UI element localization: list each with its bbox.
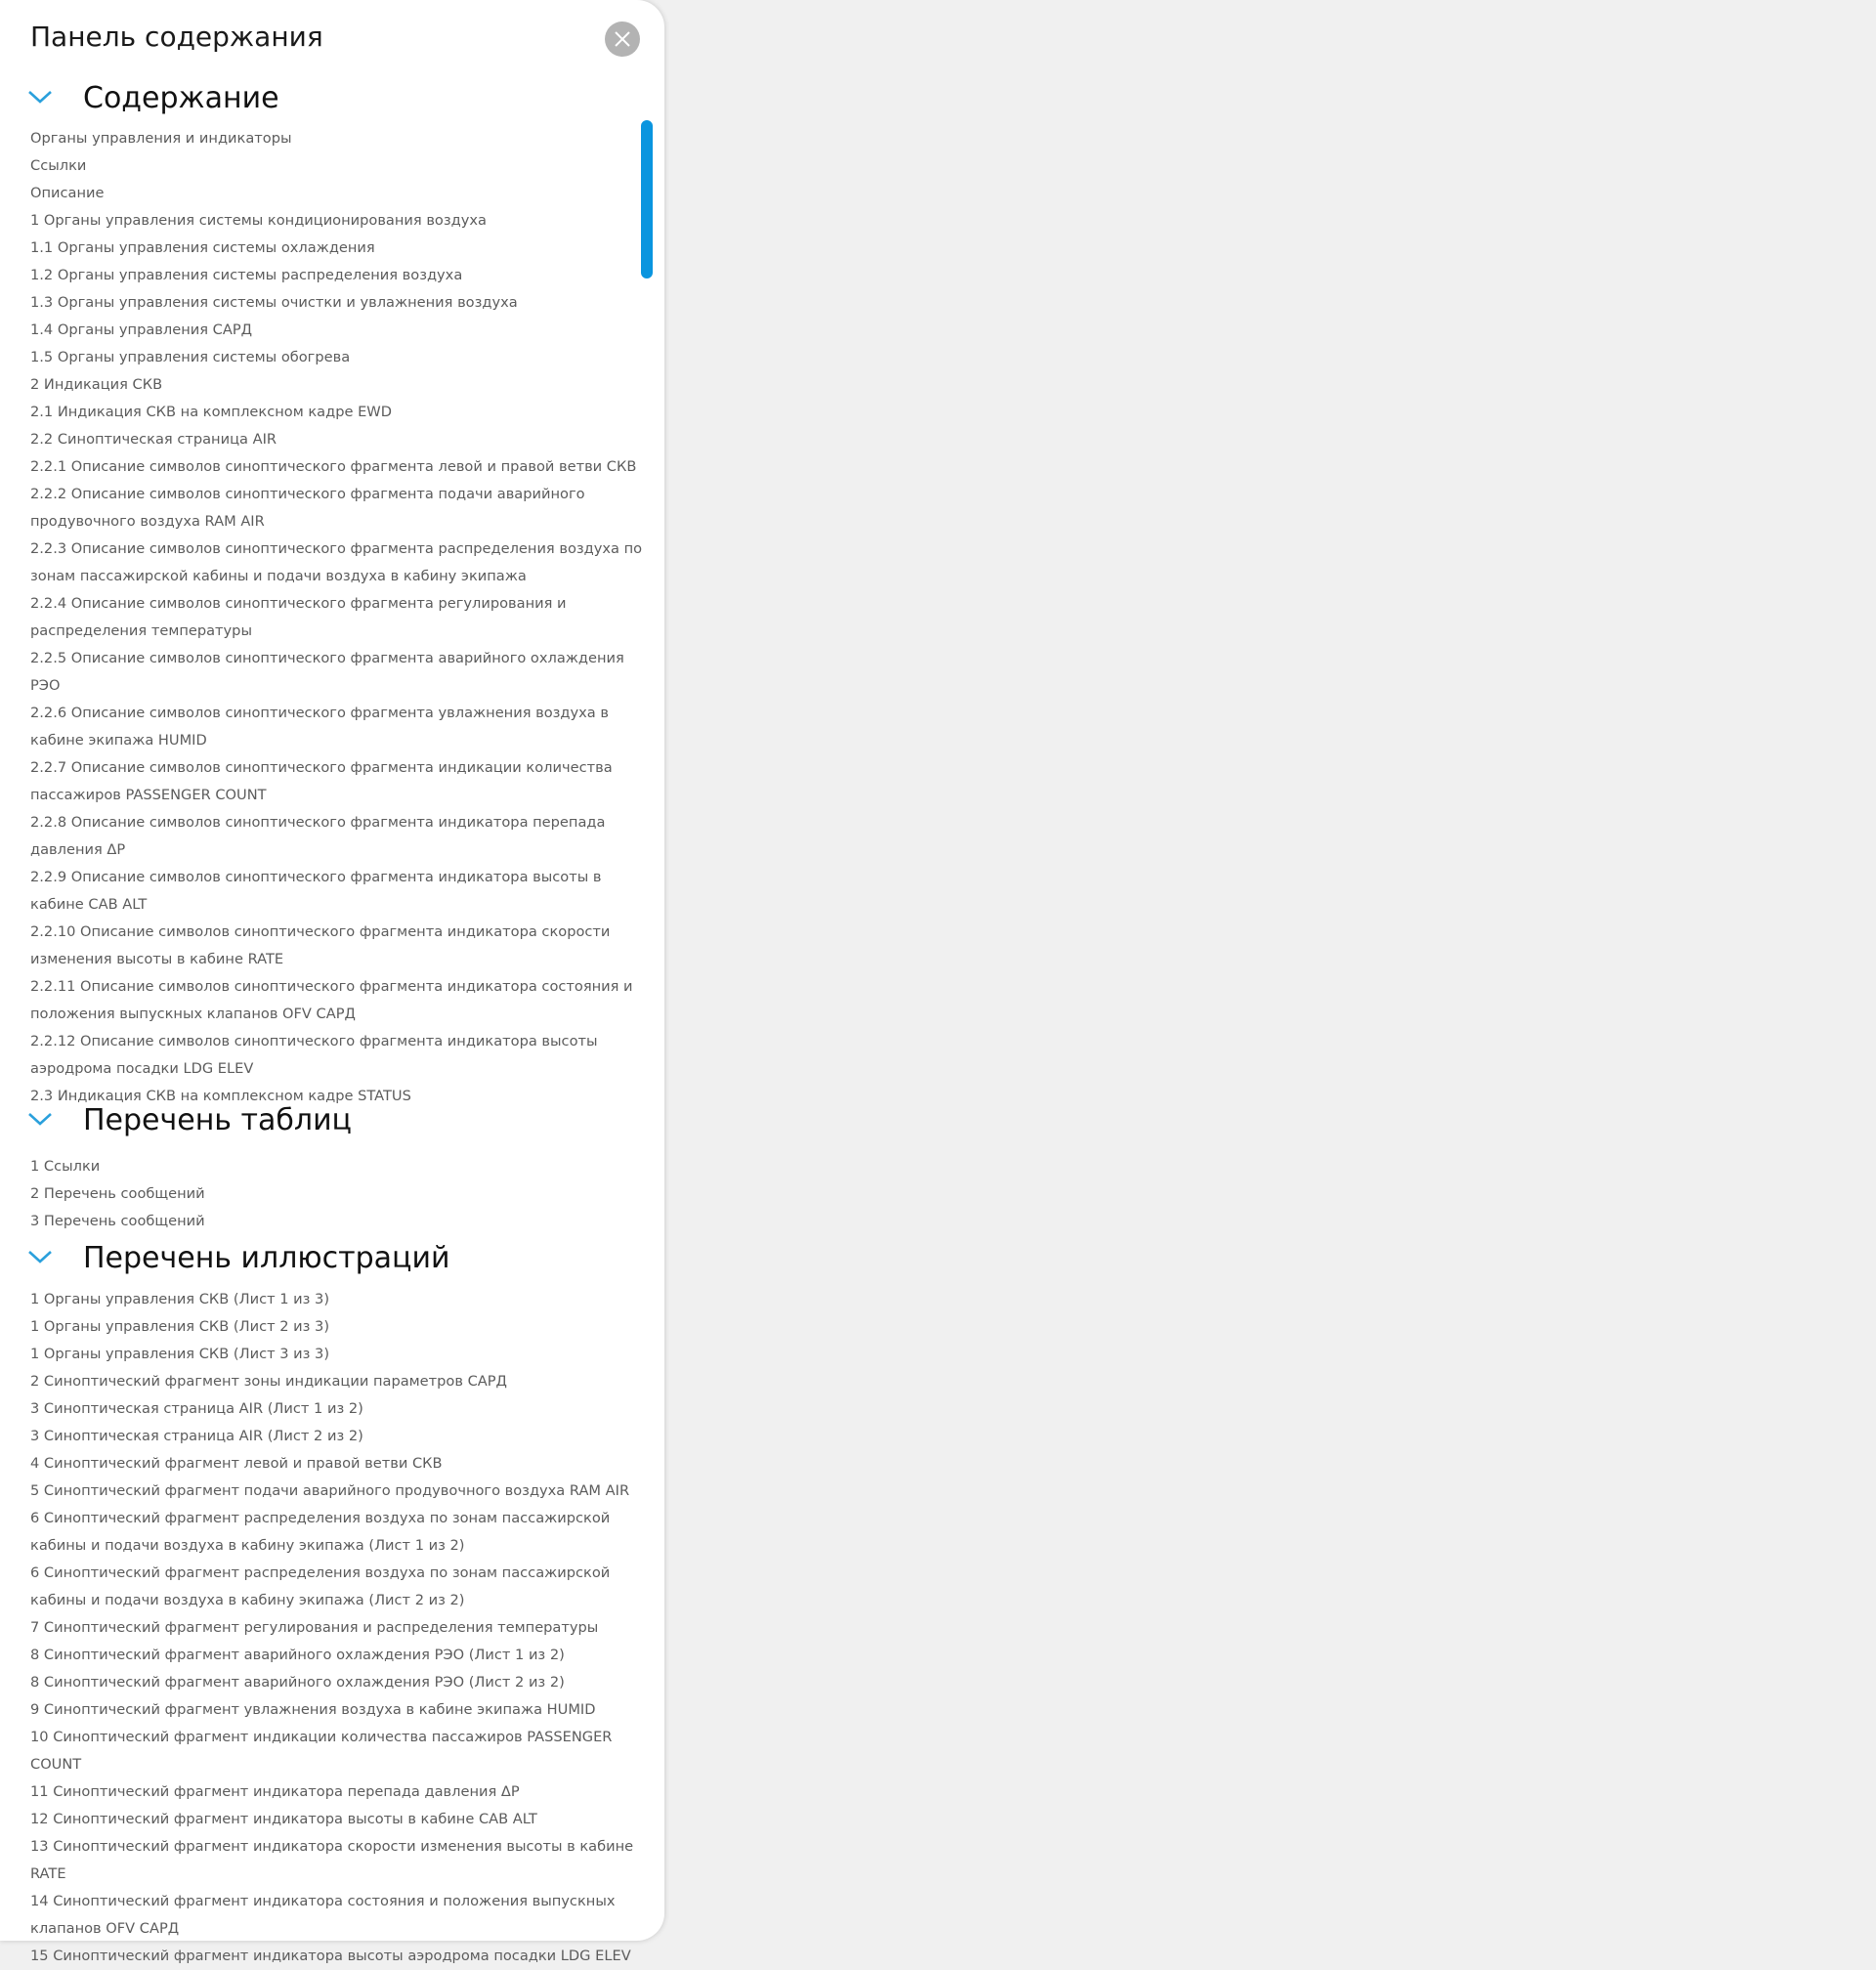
illustrations-list-item[interactable]: 8 Синоптический фрагмент аварийного охлаждения РЭО (Лист 2 из 2) [30, 1674, 565, 1691]
illustrations-list-item[interactable]: 10 Синоптический фрагмент индикации количества пассажиров PASSENGER COUNT [30, 1729, 613, 1773]
contents-list-item[interactable]: 1.5 Органы управления системы обогрева [30, 349, 351, 365]
contents-list-item[interactable]: 1.4 Органы управления САРД [30, 321, 253, 338]
section-header-tables[interactable] [27, 1101, 352, 1140]
contents-list-item[interactable]: 2.1 Индикация СКВ на комплексном кадре EWD [30, 404, 392, 420]
contents-list-item[interactable]: 2.2.10 Описание символов синоптического фрагмента индикатора скорости изменения высоты в кабине RATE [30, 923, 611, 967]
contents-list-item[interactable]: 2 Индикация СКВ [30, 376, 163, 393]
illustrations-list-item[interactable]: 6 Синоптический фрагмент распределения воздуха по зонам пассажирской кабины и подачи воздуха в кабину экипажа (Лист 2 из 2) [30, 1564, 611, 1608]
section-title-contents: Содержание [83, 81, 279, 115]
contents-list-item[interactable]: 2.2.5 Описание символов синоптического фрагмента аварийного охлаждения РЭО [30, 650, 624, 694]
contents-list-item[interactable]: 2.2 Синоптическая страница AIR [30, 431, 277, 448]
panel-title: Панель содержания [30, 21, 323, 53]
contents-list-item[interactable]: 1.3 Органы управления системы очистки и увлажнения воздуха [30, 294, 518, 311]
illustrations-list-item[interactable]: 2 Синоптический фрагмент зоны индикации параметров САРД [30, 1373, 507, 1390]
contents-list-item[interactable]: 2.2.1 Описание символов синоптического фрагмента левой и правой ветви СКВ [30, 458, 637, 475]
chevron-down-icon [27, 89, 53, 105]
tables-list-item[interactable]: 2 Перечень сообщений [30, 1185, 205, 1202]
section-title-illustrations: Перечень иллюстраций [83, 1241, 450, 1275]
contents-list-item[interactable]: 2.2.8 Описание символов синоптического фрагмента индикатора перепада давления ΔP [30, 814, 606, 858]
contents-list-item[interactable]: 2.2.4 Описание символов синоптического фрагмента регулирования и распределения температуры [30, 595, 567, 639]
illustrations-list-item[interactable]: 1 Органы управления СКВ (Лист 2 из 3) [30, 1318, 330, 1335]
contents-list-item[interactable]: Описание [30, 185, 105, 201]
illustrations-list-item[interactable]: 3 Синоптическая страница AIR (Лист 2 из 2) [30, 1428, 363, 1444]
section-header-illustrations[interactable] [27, 1239, 450, 1278]
contents-list-item[interactable]: Органы управления и индикаторы [30, 130, 292, 147]
illustrations-list-item[interactable]: 13 Синоптический фрагмент индикатора скорости изменения высоты в кабине RATE [30, 1838, 634, 1882]
illustrations-list-item[interactable]: 7 Синоптический фрагмент регулирования и распределения температуры [30, 1619, 599, 1636]
tables-list-item[interactable]: 1 Ссылки [30, 1158, 101, 1175]
contents-list-item[interactable]: Ссылки [30, 157, 87, 174]
illustrations-list-item[interactable]: 6 Синоптический фрагмент распределения воздуха по зонам пассажирской кабины и подачи воздуха в кабину экипажа (Лист 1 из 2) [30, 1510, 611, 1554]
section-title-tables: Перечень таблиц [83, 1103, 352, 1137]
contents-list-item[interactable]: 2.2.3 Описание символов синоптического фрагмента распределения воздуха по зонам пассажирской кабины и подачи воздуха в кабину экипажа [30, 540, 643, 584]
contents-list-item[interactable]: 1.1 Органы управления системы охлаждения [30, 239, 375, 256]
illustrations-list-item[interactable]: 5 Синоптический фрагмент подачи аварийного продувочного воздуха RAM AIR [30, 1482, 630, 1499]
contents-list-item[interactable]: 2.2.11 Описание символов синоптического фрагмента индикатора состояния и положения выпускных клапанов OFV САРД [30, 978, 633, 1022]
contents-list [30, 125, 646, 1110]
illustrations-list-item[interactable]: 12 Синоптический фрагмент индикатора высоты в кабине CAB ALT [30, 1811, 537, 1827]
illustrations-list-item[interactable]: 4 Синоптический фрагмент левой и правой ветви СКВ [30, 1455, 443, 1472]
table-of-contents-panel [0, 0, 664, 1964]
illustrations-list-item[interactable]: 3 Синоптическая страница AIR (Лист 1 из 2) [30, 1400, 363, 1417]
chevron-down-icon [27, 1249, 53, 1264]
section-header-contents[interactable] [27, 79, 320, 118]
illustrations-list-item[interactable]: 1 Органы управления СКВ (Лист 3 из 3) [30, 1346, 330, 1362]
scrollbar-thumb[interactable] [641, 120, 653, 278]
contents-list-item[interactable]: 2.2.12 Описание символов синоптического фрагмента индикатора высоты аэродрома посадки LDG ELEV [30, 1033, 598, 1077]
tables-list [30, 1153, 646, 1235]
contents-list-item[interactable]: 2.2.7 Описание символов синоптического фрагмента индикации количества пассажиров PASSENGER COUNT [30, 759, 613, 803]
illustrations-list-item[interactable]: 8 Синоптический фрагмент аварийного охлаждения РЭО (Лист 1 из 2) [30, 1647, 565, 1663]
contents-list-item[interactable]: 2.2.9 Описание символов синоптического фрагмента индикатора высоты в кабине CAB ALT [30, 869, 602, 913]
illustrations-list [30, 1286, 661, 1970]
contents-list-item[interactable]: 1.2 Органы управления системы распределения воздуха [30, 267, 463, 283]
contents-list-item[interactable]: 2.3 Индикация СКВ на комплексном кадре STATUS [30, 1088, 411, 1104]
contents-list-item[interactable]: 2.2.2 Описание символов синоптического фрагмента подачи аварийного продувочного воздуха RAM AIR [30, 486, 585, 530]
illustrations-list-item[interactable]: 1 Органы управления СКВ (Лист 1 из 3) [30, 1291, 330, 1307]
illustrations-list-item[interactable]: 11 Синоптический фрагмент индикатора перепада давления ΔP [30, 1783, 520, 1800]
contents-list-item[interactable]: 1 Органы управления системы кондиционирования воздуха [30, 212, 487, 229]
illustrations-list-item[interactable]: 15 Синоптический фрагмент индикатора высоты аэродрома посадки LDG ELEV [30, 1948, 631, 1964]
tables-list-item[interactable]: 3 Перечень сообщений [30, 1213, 205, 1229]
illustrations-list-item[interactable]: 9 Синоптический фрагмент увлажнения воздуха в кабине экипажа HUMID [30, 1701, 596, 1718]
illustrations-list-item[interactable]: 14 Синоптический фрагмент индикатора состояния и положения выпускных клапанов OFV САРД [30, 1893, 616, 1937]
chevron-down-icon [27, 1111, 53, 1127]
close-icon [614, 30, 631, 48]
close-button[interactable] [605, 21, 640, 57]
contents-list-item[interactable]: 2.2.6 Описание символов синоптического фрагмента увлажнения воздуха в кабине экипажа HUMID [30, 705, 609, 749]
